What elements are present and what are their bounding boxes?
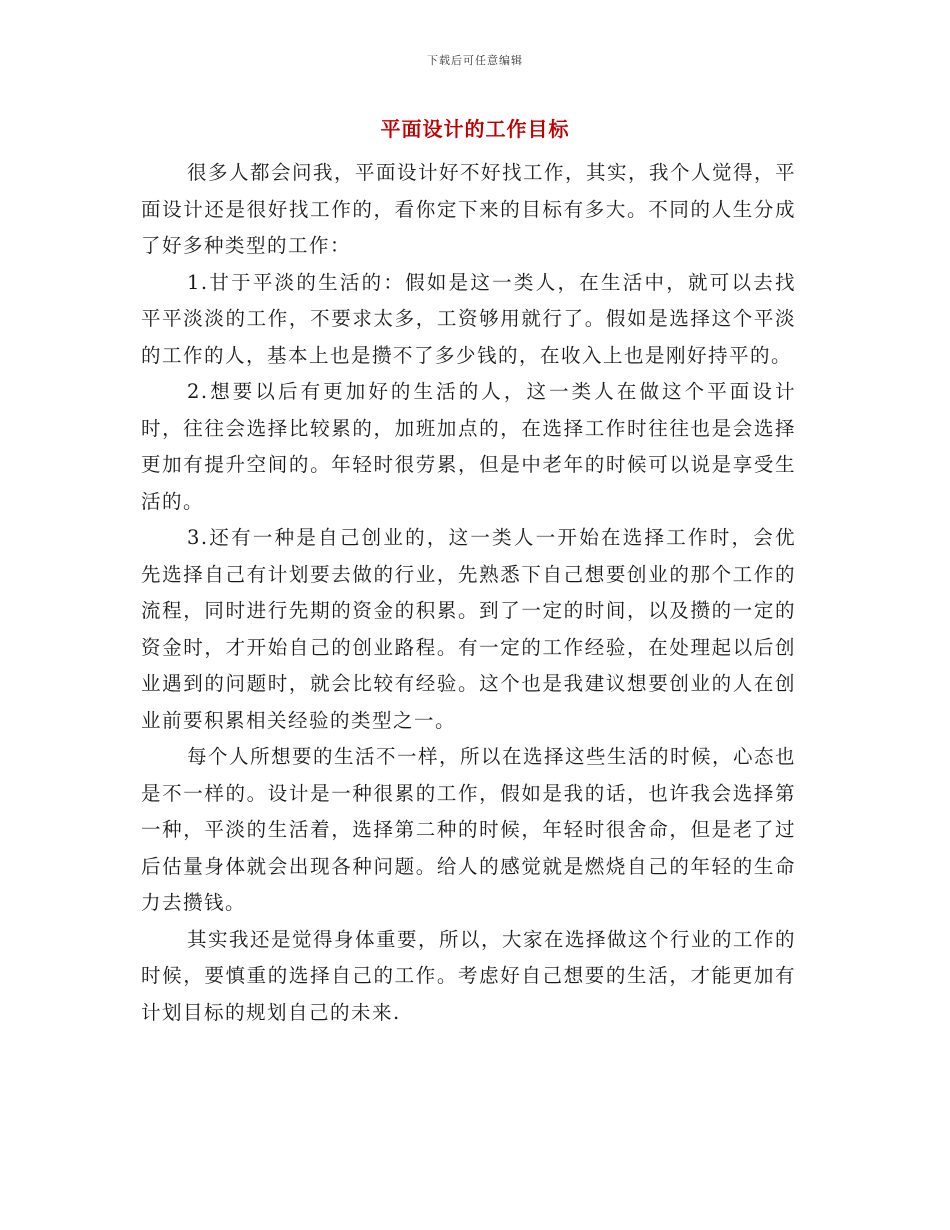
paragraph-type-1: 1.甘于平淡的生活的：假如是这一类人，在生活中，就可以去找平平淡淡的工作，不要求太多，工资够用就行了。假如是选择这个平淡的工作的人，基本上也是攒不了多少钱的，在收入上也是刚好持平的。	[141, 270, 796, 367]
header-note: 下载后可任意编辑	[427, 54, 523, 67]
paragraph-conclusion: 其实我还是觉得身体重要，所以，大家在选择做这个行业的工作的时候，要慎重的选择自己的工作。考虑好自己想要的生活，才能更加有计划目标的规划自己的未来.	[141, 927, 797, 1024]
document-title: 平面设计的工作目标	[380, 117, 570, 141]
paragraph-reflection: 每个人所想要的生活不一样，所以在选择这些生活的时候，心态也是不一样的。设计是一种很累的工作，假如是我的话，也许我会选择第一种，平淡的生活着，选择第二种的时候，年轻时很舍命，但是老了过后估量身体就会出现各种问题。给人的感觉就是燃烧自己的年轻的生命力去攒钱。	[141, 745, 797, 914]
paragraph-intro: 很多人都会问我，平面设计好不好找工作，其实，我个人觉得，平面设计还是很好找工作的，看你定下来的目标有多大。不同的人生分成了好多种类型的工作：	[141, 161, 797, 257]
paragraph-type-3: 3.还有一种是自己创业的，这一类人一开始在选择工作时，会优先选择自己有计划要去做的行业，先熟悉下自己想要创业的那个工作的流程，同时进行先期的资金的积累。到了一定的时间，以及攒的一定的资金时，才开始自己的创业路程。有一定的工作经验，在处理起以后创业遇到的问题时，就会比较有经验。这个也是我建议想要创业的人在创业前要积累相关经验的类型之一。	[141, 526, 796, 732]
document-body	[141, 155, 796, 1031]
paragraph-type-2: 2.想要以后有更加好的生活的人，这一类人在做这个平面设计时，往往会选择比较累的，加班加点的，在选择工作时往往也是会选择更加有提升空间的。年轻时很劳累，但是中老年的时候可以说是享受生活的。	[141, 380, 796, 513]
